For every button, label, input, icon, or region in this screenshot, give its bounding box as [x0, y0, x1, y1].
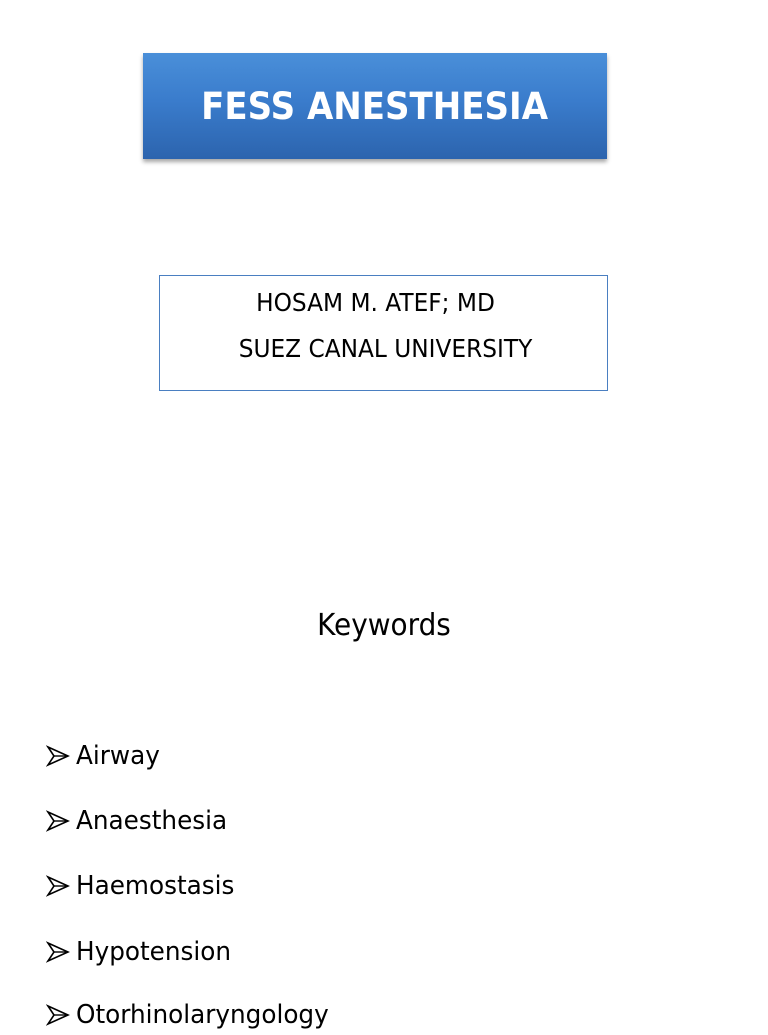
keyword-label: Anaesthesia — [76, 806, 228, 836]
author-box — [159, 275, 608, 391]
arrowhead-bullet-icon — [46, 745, 70, 767]
title-banner — [143, 53, 607, 159]
list-item — [46, 736, 164, 776]
author-affiliation: SUEZ CANAL UNIVERSITY — [238, 334, 533, 363]
keywords-heading: Keywords — [317, 608, 451, 643]
list-item — [46, 995, 342, 1035]
keyword-label: Haemostasis — [76, 871, 235, 901]
author-name: HOSAM M. ATEF; MD — [256, 288, 495, 317]
slide-title: FESS ANESTHESIA — [201, 84, 549, 128]
keyword-label: Hypotension — [76, 937, 232, 967]
keyword-label: Otorhinolaryngology — [76, 1000, 329, 1030]
list-item — [46, 801, 235, 841]
arrowhead-bullet-icon — [46, 1004, 70, 1026]
list-item — [46, 932, 239, 972]
arrowhead-bullet-icon — [46, 810, 70, 832]
arrowhead-bullet-icon — [46, 941, 70, 963]
arrowhead-bullet-icon — [46, 875, 70, 897]
keyword-label: Airway — [76, 741, 160, 771]
list-item — [46, 866, 243, 906]
